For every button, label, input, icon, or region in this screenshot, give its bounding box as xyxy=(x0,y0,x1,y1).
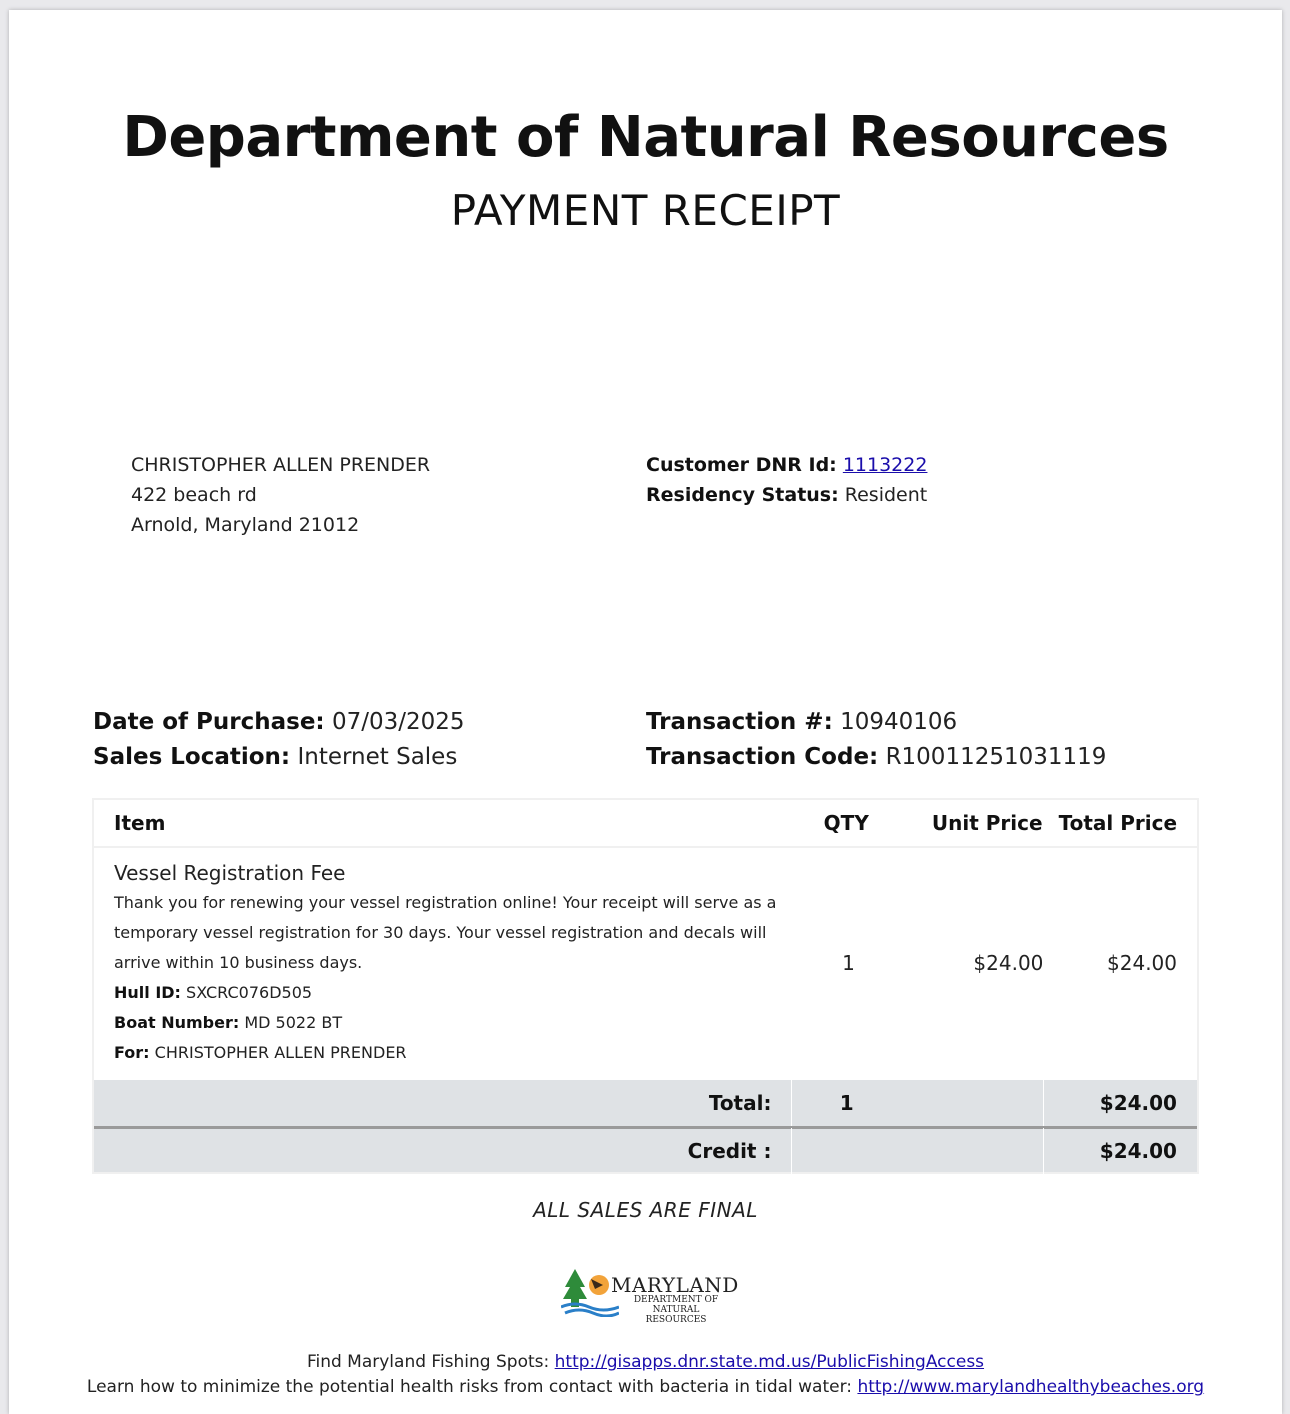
code-value: R10011251031119 xyxy=(885,744,1107,770)
items-table xyxy=(92,798,1199,1174)
footer xyxy=(9,1350,1282,1400)
txn-label: Transaction #: xyxy=(646,709,833,735)
location-value: Internet Sales xyxy=(297,744,458,770)
footer-beaches-text: Learn how to minimize the potential health risks from contact with bacteria in tidal water: xyxy=(86,1377,853,1397)
txn-value: 10940106 xyxy=(840,709,958,735)
location-label: Sales Location: xyxy=(93,744,291,770)
credit-amount: $24.00 xyxy=(1043,1128,1197,1174)
item-cell xyxy=(94,858,794,1068)
dnr-id-link[interactable]: 1113222 xyxy=(842,454,928,476)
row-qty: 1 xyxy=(842,951,855,975)
table-row xyxy=(94,848,1197,1080)
transaction-info xyxy=(646,705,1106,775)
item-description: Thank you for renewing your vessel registration online! Your receipt will serve as a temporary vessel registration for 30 days. Your vessel registration and decals will arrive within 10 business days. xyxy=(114,893,777,972)
header-qty: QTY xyxy=(823,811,869,835)
credit-qty-empty xyxy=(791,1128,901,1174)
date-line xyxy=(93,705,465,740)
customer-info xyxy=(646,450,927,510)
item-name: Vessel Registration Fee xyxy=(114,861,346,885)
header-unit-price: Unit Price xyxy=(931,811,1043,835)
code-line xyxy=(646,740,1106,775)
for-value: CHRISTOPHER ALLEN PRENDER xyxy=(154,1043,407,1062)
for-line xyxy=(114,1038,794,1068)
hull-id-label: Hull ID: xyxy=(114,983,181,1002)
logo-sub-line1: DEPARTMENT OF xyxy=(633,1295,719,1305)
date-value: 07/03/2025 xyxy=(331,709,465,735)
for-label: For: xyxy=(114,1043,150,1062)
credit-label: Credit : xyxy=(687,1138,772,1163)
total-row xyxy=(94,1080,1197,1126)
residency-label: Residency Status: xyxy=(646,484,839,506)
maryland-dnr-logo xyxy=(561,1267,739,1325)
sales-final-notice: ALL SALES ARE FINAL xyxy=(533,1198,758,1222)
residency-line xyxy=(646,480,927,510)
boat-number-line xyxy=(114,1008,794,1038)
boat-number-value: MD 5022 BT xyxy=(244,1013,343,1032)
header-item: Item xyxy=(114,811,166,835)
date-label: Date of Purchase: xyxy=(93,709,325,735)
logo-maryland-text: MARYLAND xyxy=(611,1273,739,1297)
dnr-id-label: Customer DNR Id: xyxy=(646,454,837,476)
footer-fishing-text: Find Maryland Fishing Spots: xyxy=(306,1352,550,1372)
healthy-beaches-link[interactable]: http://www.marylandhealthybeaches.org xyxy=(857,1377,1205,1397)
customer-address xyxy=(131,450,430,540)
logo-sub-text xyxy=(621,1295,731,1325)
txn-line xyxy=(646,705,1106,740)
footer-line-1 xyxy=(9,1350,1282,1375)
customer-city: Arnold, Maryland 21012 xyxy=(131,514,360,536)
customer-name: CHRISTOPHER ALLEN PRENDER xyxy=(131,454,431,476)
row-unit-price: $24.00 xyxy=(973,951,1044,975)
total-label: Total: xyxy=(708,1091,772,1115)
department-title: Department of Natural Resources xyxy=(122,105,1169,170)
fishing-access-link[interactable]: http://gisapps.dnr.state.md.us/PublicFishingAccess xyxy=(554,1352,985,1372)
receipt-title: PAYMENT RECEIPT xyxy=(450,186,841,235)
hull-id-line xyxy=(114,978,794,1008)
total-qty: 1 xyxy=(791,1080,901,1126)
credit-row xyxy=(94,1126,1197,1172)
dnr-id-line xyxy=(646,450,927,480)
total-amount: $24.00 xyxy=(1043,1080,1197,1126)
customer-street: 422 beach rd xyxy=(131,484,257,506)
code-label: Transaction Code: xyxy=(646,744,879,770)
boat-number-label: Boat Number: xyxy=(114,1013,240,1032)
receipt-page xyxy=(9,10,1282,1414)
logo-sub-line2: NATURAL RESOURCES xyxy=(645,1305,707,1325)
table-header xyxy=(94,800,1197,848)
hull-id-value: SXCRC076D505 xyxy=(186,983,313,1002)
residency-value: Resident xyxy=(844,484,928,506)
footer-line-2 xyxy=(9,1375,1282,1400)
header-total-price: Total Price xyxy=(1058,811,1178,835)
row-total-price: $24.00 xyxy=(1107,951,1177,975)
location-line xyxy=(93,740,465,775)
purchase-info xyxy=(93,705,465,775)
